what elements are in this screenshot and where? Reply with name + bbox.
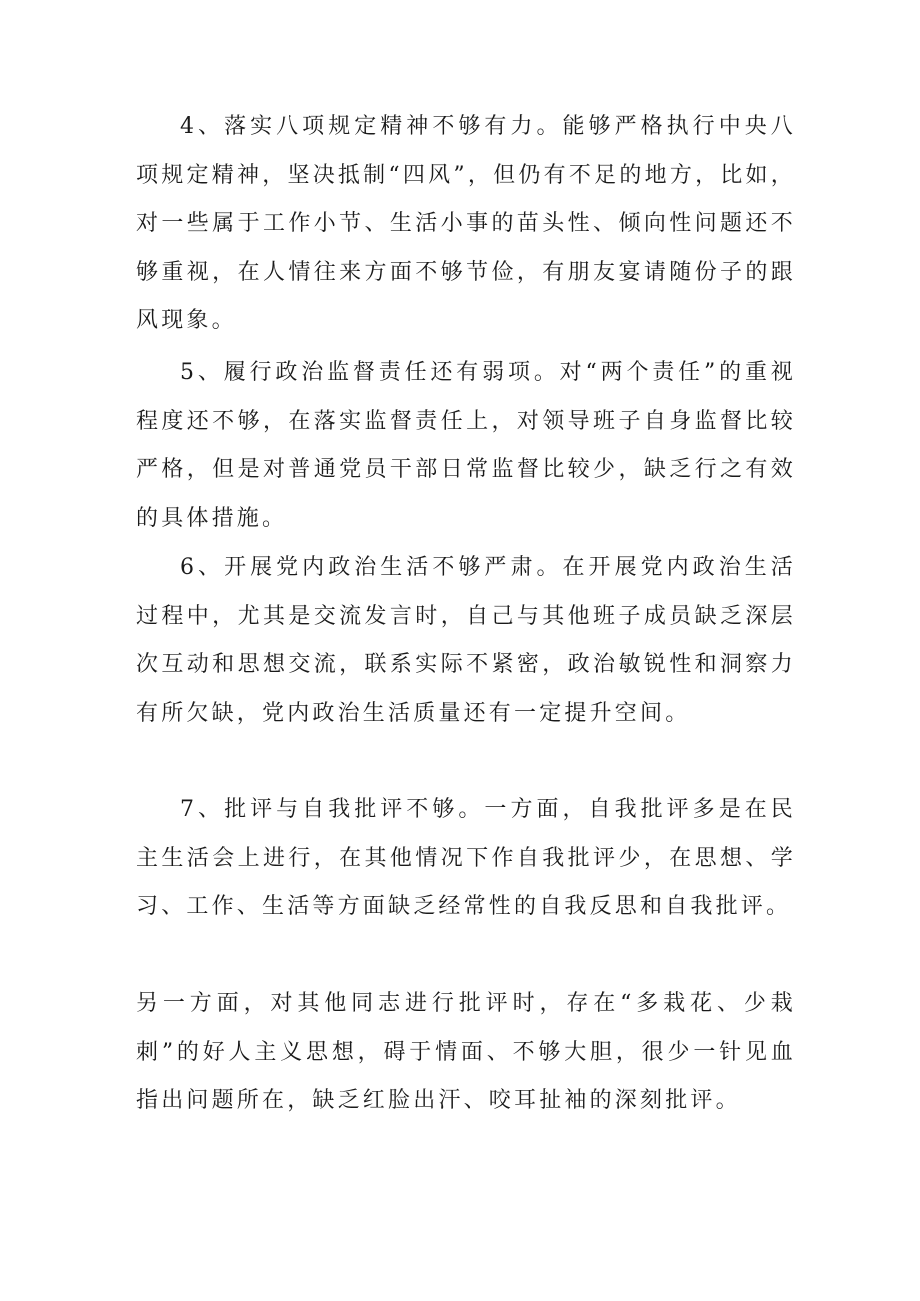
paragraph-item-6: 6、开展党内政治生活不够严肃。在开展党内政治生活过程中，尤其是交流发言时，自己与其他班子成员缺乏深层次互动和思想交流，联系实际不紧密，政治敏锐性和洞察力有所欠缺，党内政治生活质量还有一定提升空间。 xyxy=(136,555,796,726)
paragraph-item-4: 4、落实八项规定精神不够有力。能够严格执行中央八项规定精神，坚决抵制“四风”，但仍有不足的地方，比如，对一些属于工作小节、生活小事的苗头性、倾向性问题还不够重视，在人情往来方面不够节俭，有朋友宴请随份子的跟风现象。 xyxy=(136,114,796,333)
paragraph-item-7: 7、批评与自我批评不够。一方面，自我批评多是在民主生活会上进行，在其他情况下作自我批评少，在思想、学习、工作、生活等方面缺乏经常性的自我反思和自我批评。 xyxy=(136,797,796,919)
paragraph-continuation: 另一方面，对其他同志进行批评时，存在“多栽花、少栽刺”的好人主义思想，碍于情面、不够大胆，很少一针见血指出问题所在，缺乏红脸出汗、咬耳扯袖的深刻批评。 xyxy=(136,991,796,1113)
paragraph-item-5: 5、履行政治监督责任还有弱项。对“两个责任”的重视程度还不够，在落实监督责任上，对领导班子自身监督比较严格，但是对普通党员干部日常监督比较少，缺乏行之有效的具体措施。 xyxy=(136,360,796,531)
